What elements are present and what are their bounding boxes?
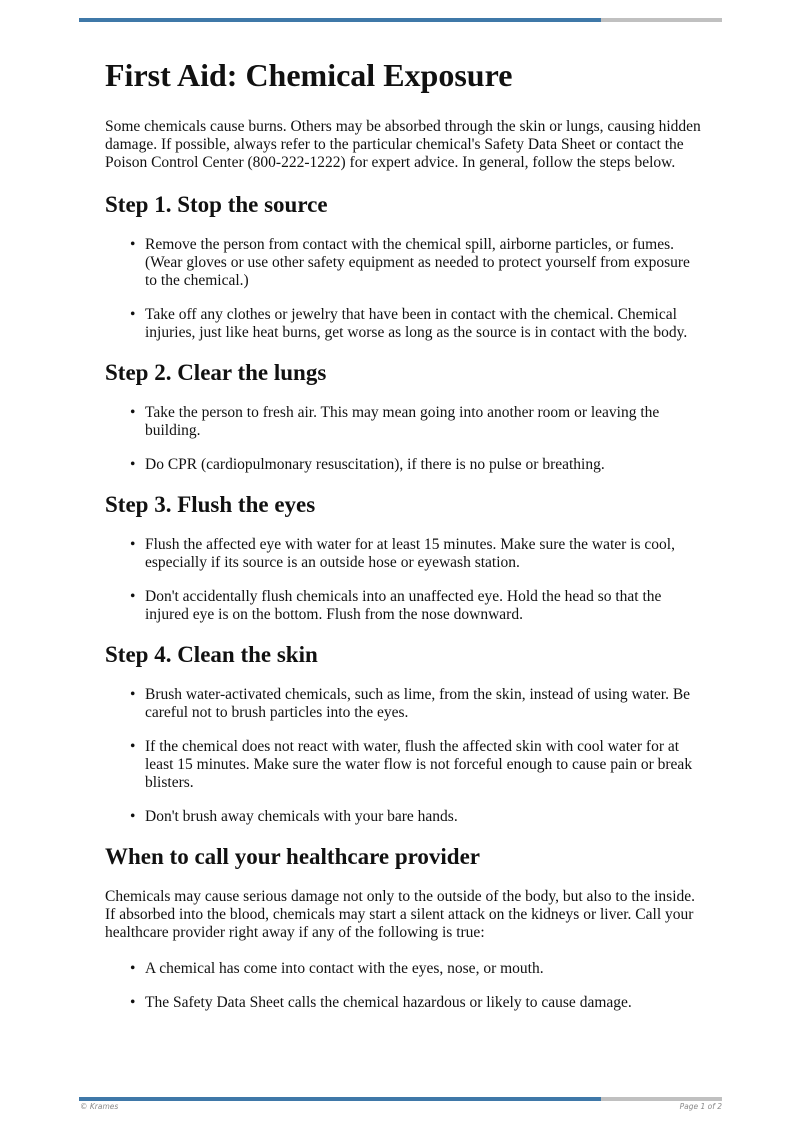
section-step-3	[105, 490, 705, 624]
header-bar-fill	[79, 18, 601, 22]
bullet-icon: •	[130, 686, 136, 703]
footer-bar-track	[601, 1097, 722, 1101]
bullet-icon: •	[130, 236, 136, 253]
list-item: • A chemical has come into contact with the eyes, nose, or mouth.	[130, 960, 544, 977]
bullet-icon: •	[130, 306, 136, 323]
list-item: • If the chemical does not react with water, flush the affected skin with cool water for at least 15 minutes. Make sure the water flow is not forceful enough to cause pain or break blisters.	[130, 738, 693, 791]
bullet-icon: •	[130, 536, 136, 553]
intro-paragraph: Some chemicals cause burns. Others may be absorbed through the skin or lungs, causing hidden damage. If possible, always refer to the particular chemical's Safety Data Sheet or contact the Poison Control Center (800-222-1222) for expert advice. In general, follow the steps below.	[105, 118, 701, 171]
footer-progress-bar	[79, 1097, 722, 1101]
section-heading: When to call your healthcare provider	[105, 844, 481, 869]
list-item: • Don't accidentally flush chemicals into an unaffected eye. Hold the head so that the injured eye is on the bottom. Flush from the nose downward.	[130, 588, 662, 623]
list-item: • Take off any clothes or jewelry that have been in contact with the chemical. Chemical injuries, just like heat burns, get worse as long as the source is in contact with the body.	[130, 306, 688, 341]
bullet-icon: •	[130, 588, 136, 605]
section-paragraph: Chemicals may cause serious damage not only to the outside of the body, but also to the inside. If absorbed into the blood, chemicals may start a silent attack on the kidneys or liver. Call your healthcare provider right away if any of the following is true:	[105, 888, 696, 941]
bullet-icon: •	[130, 404, 136, 421]
section-heading: Step 3. Flush the eyes	[105, 492, 316, 517]
bullet-list	[105, 686, 705, 826]
list-item: • The Safety Data Sheet calls the chemical hazardous or likely to cause damage.	[130, 994, 632, 1011]
header-bar-track	[601, 18, 722, 22]
list-item: • Flush the affected eye with water for at least 15 minutes. Make sure the water is cool, especially if its source is an outside hose or eyewash station.	[130, 536, 675, 571]
footer-page-number: Page 1 of 2	[679, 1102, 722, 1111]
bullet-icon: •	[130, 738, 136, 755]
list-item: • Don't brush away chemicals with your bare hands.	[130, 808, 458, 825]
bullet-list	[105, 404, 705, 474]
list-item: • Brush water-activated chemicals, such as lime, from the skin, instead of using water. Be careful not to brush particles into the eyes.	[130, 686, 691, 721]
section-step-4	[105, 640, 705, 826]
bullet-icon: •	[130, 456, 136, 473]
list-item: • Do CPR (cardiopulmonary resuscitation), if there is no pulse or breathing.	[130, 456, 605, 473]
section-when-to-call	[105, 842, 705, 1012]
document-body	[105, 52, 705, 1028]
bullet-icon: •	[130, 808, 136, 825]
bullet-list	[105, 960, 705, 1012]
bullet-list	[105, 536, 705, 624]
list-item: • Remove the person from contact with the chemical spill, airborne particles, or fumes. (Wear gloves or use other safety equipment as needed to protect yourself from exposure to the chemical.)	[130, 236, 690, 289]
footer-bar-fill	[79, 1097, 601, 1101]
bullet-icon: •	[130, 994, 136, 1011]
page-title: First Aid: Chemical Exposure	[105, 57, 513, 93]
section-heading: Step 4. Clean the skin	[105, 642, 318, 667]
section-heading: Step 1. Stop the source	[105, 192, 328, 217]
list-item: • Take the person to fresh air. This may mean going into another room or leaving the building.	[130, 404, 660, 439]
section-heading: Step 2. Clear the lungs	[105, 360, 327, 385]
bullet-icon: •	[130, 960, 136, 977]
bullet-list	[105, 236, 705, 342]
header-progress-bar	[79, 18, 722, 22]
footer-copyright: © Krames	[80, 1102, 119, 1111]
section-step-2	[105, 358, 705, 474]
section-step-1	[105, 190, 705, 342]
